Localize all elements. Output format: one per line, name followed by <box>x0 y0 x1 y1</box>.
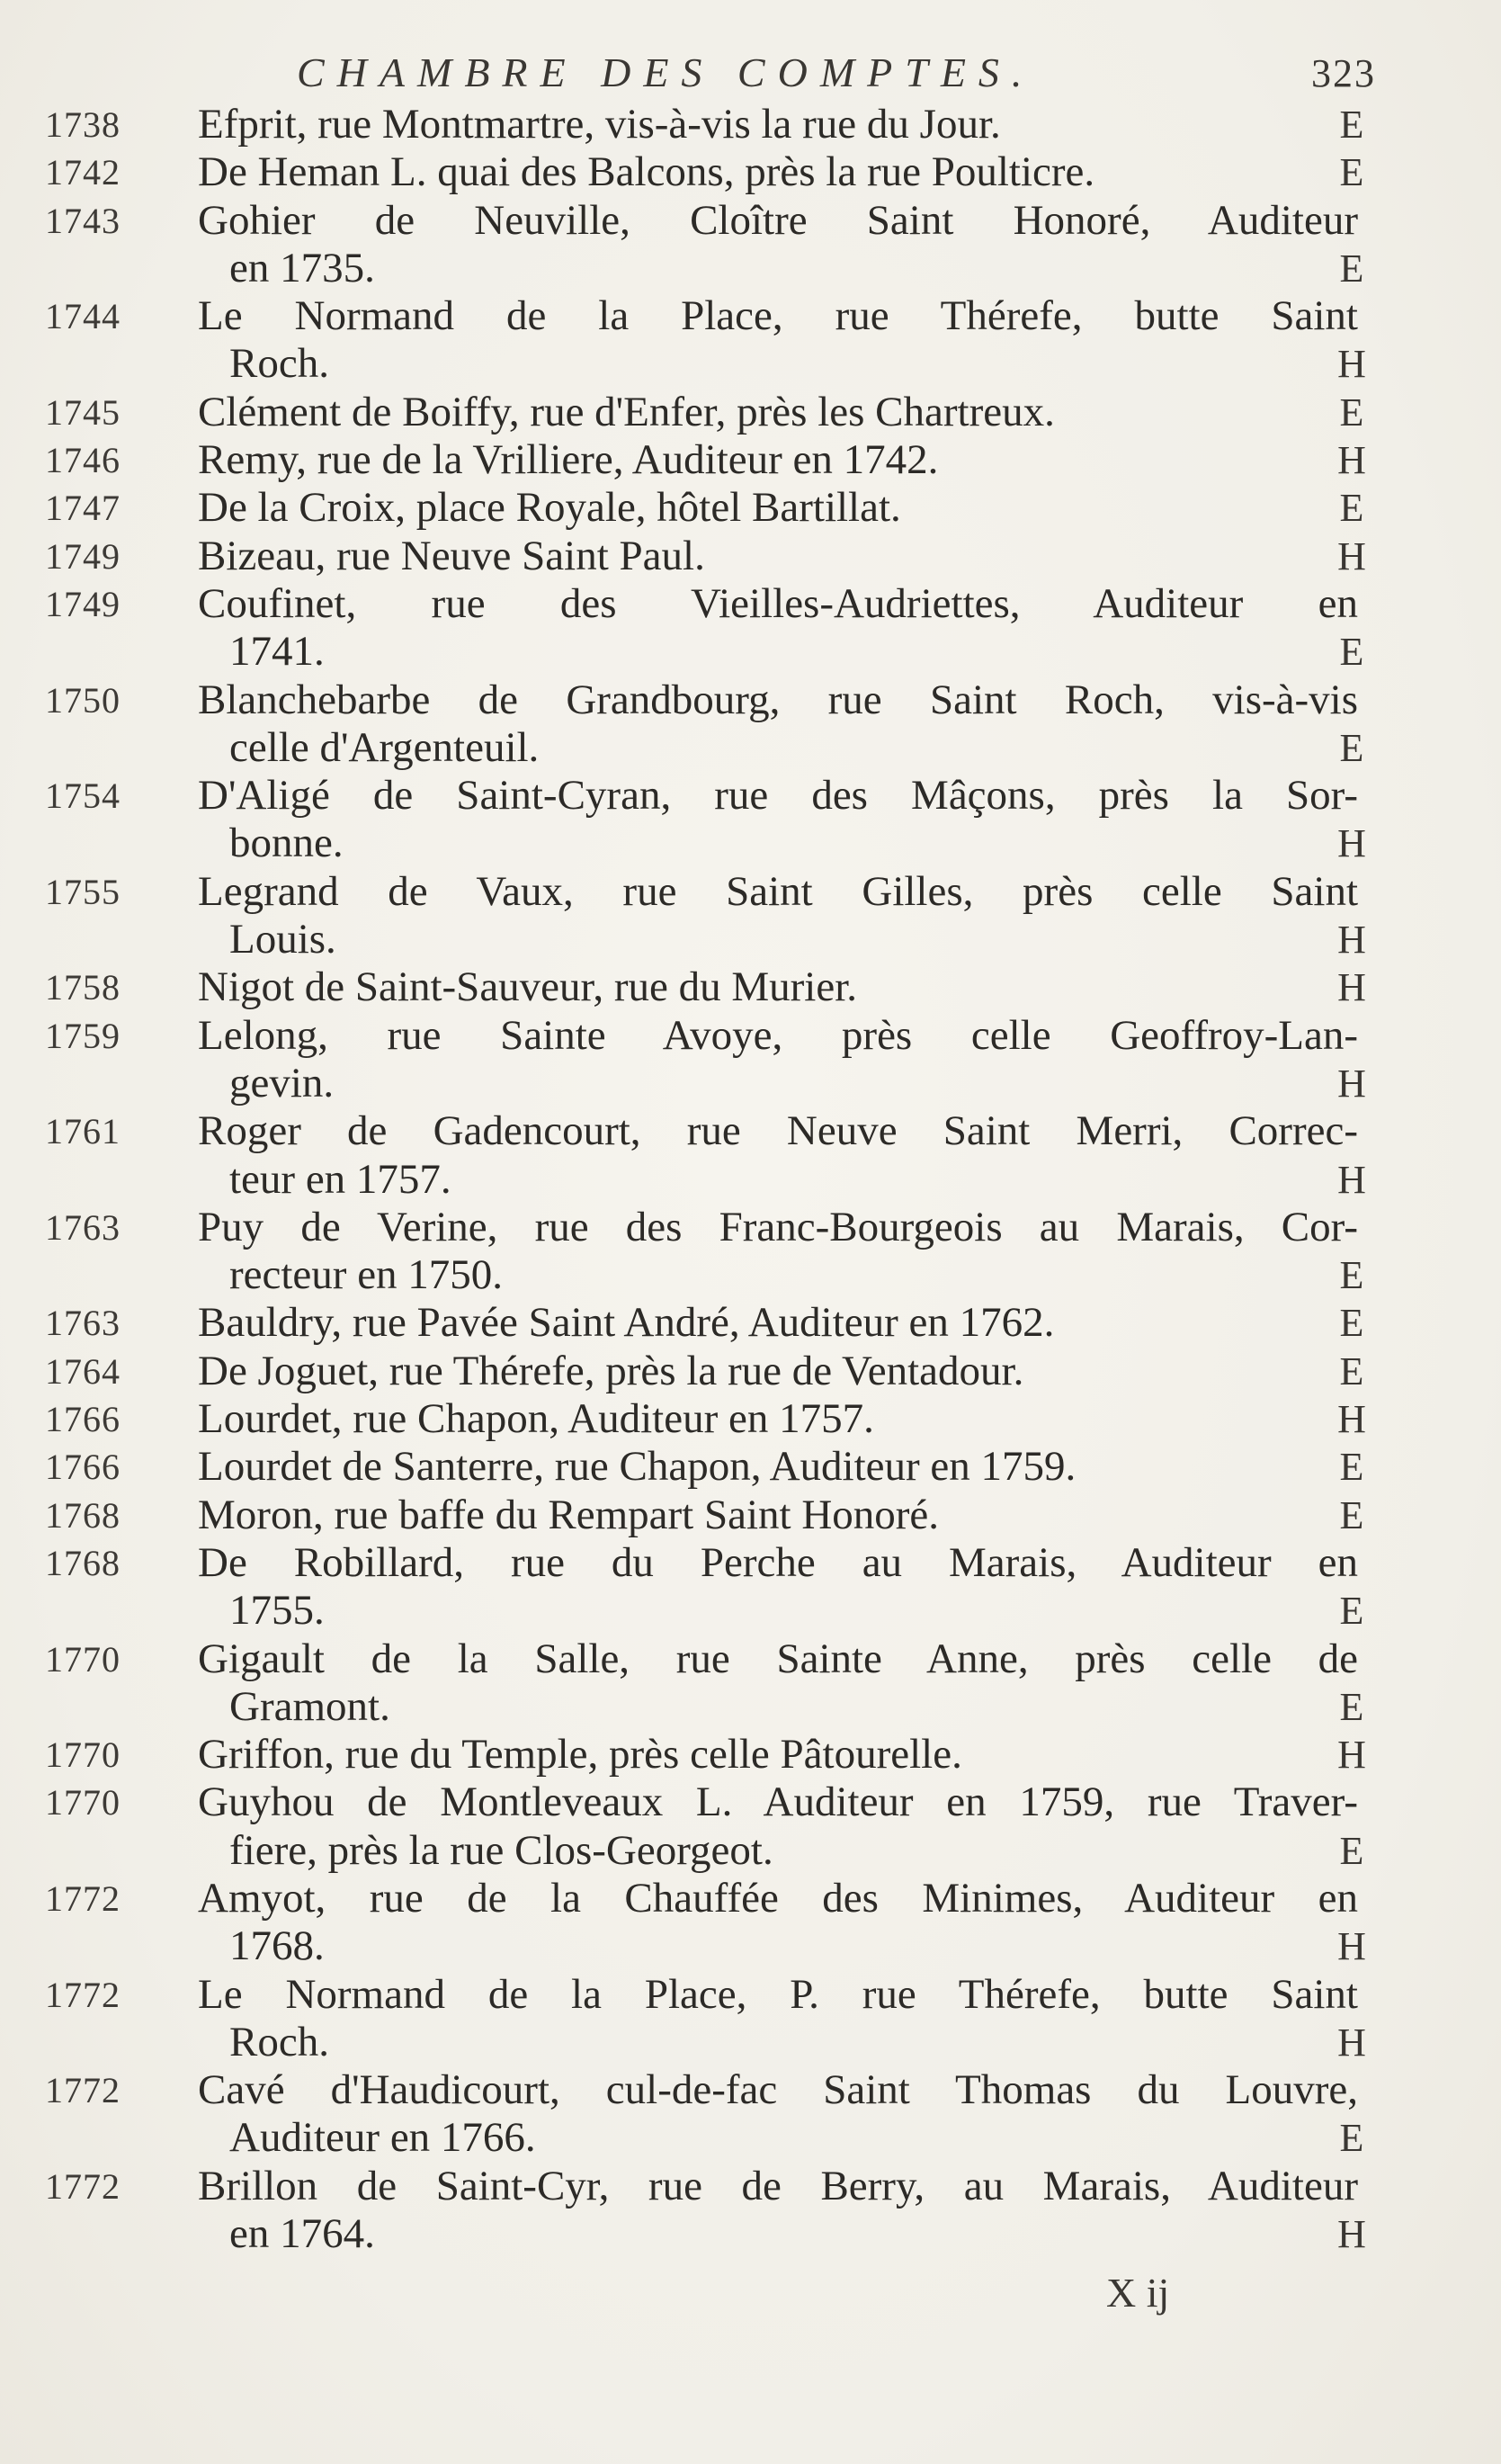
entry-line <box>0 292 1501 340</box>
entry-text: Blanchebarbe de Grandbourg, rue Saint Roch, vis-à-vis <box>198 676 1358 723</box>
list-item <box>0 1875 1501 1971</box>
entry-year: 1772 <box>45 2070 121 2111</box>
entry-line <box>0 2066 1501 2114</box>
entry-continuation-line <box>0 628 1501 676</box>
entry-line <box>0 1107 1501 1155</box>
entry-text: celle d'Argenteuil. <box>229 723 540 771</box>
entry-text: 1768. <box>229 1922 325 1970</box>
entry-mark: E <box>1339 630 1364 675</box>
entry-text: De Joguet, rue Thérefe, près la rue de Ventadour. <box>198 1347 1024 1394</box>
entry-year: 1759 <box>45 1015 121 1056</box>
entry-year: 1770 <box>45 1734 121 1776</box>
entry-line <box>0 1395 1501 1443</box>
list-item <box>0 1204 1501 1300</box>
list-item <box>0 676 1501 773</box>
entry-continuation-line <box>0 916 1501 963</box>
entry-mark: H <box>1337 342 1366 387</box>
entry-year: 1770 <box>45 1782 121 1823</box>
entry-text: Brillon de Saint-Cyr, rue de Berry, au Marais, Auditeur <box>198 2162 1358 2209</box>
list-item <box>0 1348 1501 1395</box>
entry-continuation-line <box>0 2210 1501 2258</box>
entry-text: Bauldry, rue Pavée Saint André, Auditeur en 1762. <box>198 1299 1055 1347</box>
list-item <box>0 2163 1501 2259</box>
signature-mark: X ij <box>1106 2270 1170 2316</box>
entry-year: 1747 <box>45 488 121 529</box>
entry-text: De Heman L. quai des Balcons, près la rue Poulticre. <box>198 148 1095 196</box>
entry-text: Auditeur en 1766. <box>229 2114 536 2162</box>
entry-text: Efprit, rue Montmartre, vis-à-vis la rue du Jour. <box>198 101 1001 148</box>
list-item <box>0 772 1501 868</box>
entry-year: 1763 <box>45 1303 121 1344</box>
list-item <box>0 1107 1501 1204</box>
entry-mark: E <box>1339 150 1364 195</box>
entry-line <box>0 1443 1501 1491</box>
entry-continuation-line <box>0 1587 1501 1635</box>
entry-continuation-line <box>0 1156 1501 1204</box>
entry-text: Le Normand de la Place, P. rue Thérefe, butte Saint <box>198 1970 1358 2018</box>
entry-line <box>0 676 1501 724</box>
entry-text: en 1735. <box>229 244 375 291</box>
entry-year: 1744 <box>45 296 121 337</box>
entry-year: 1738 <box>45 104 121 145</box>
entry-text: Gigault de la Salle, rue Sainte Anne, près celle de <box>198 1635 1358 1682</box>
entry-year: 1745 <box>45 391 121 433</box>
entry-text: bonne. <box>229 820 344 867</box>
entry-mark: H <box>1337 1061 1366 1106</box>
entry-mark: E <box>1339 103 1364 147</box>
entry-text: teur en 1757. <box>229 1155 451 1203</box>
entry-text: Guyhou de Montleveaux L. Auditeur en 1759, rue Traver- <box>198 1779 1358 1826</box>
list-item <box>0 2066 1501 2163</box>
entry-line <box>0 1971 1501 2019</box>
entry-text: fiere, près la rue Clos-Georgeot. <box>229 1826 773 1874</box>
entry-mark: E <box>1339 1589 1364 1634</box>
entry-mark: E <box>1339 725 1364 770</box>
entry-line <box>0 868 1501 916</box>
entry-text: Griffon, rue du Temple, près celle Pâtourelle. <box>198 1731 962 1779</box>
entry-text: Moron, rue baffe du Rempart Saint Honoré. <box>198 1491 940 1538</box>
entry-text: Puy de Verine, rue des Franc-Bourgeois au Marais, Cor- <box>198 1203 1358 1250</box>
entry-mark: E <box>1339 1445 1364 1490</box>
entry-text: Gramont. <box>229 1682 390 1730</box>
entry-mark: E <box>1339 1684 1364 1729</box>
entry-continuation-line <box>0 820 1501 867</box>
entry-year: 1758 <box>45 967 121 1008</box>
entry-mark: E <box>1339 2116 1364 2161</box>
entry-year: 1770 <box>45 1638 121 1680</box>
entry-year: 1772 <box>45 1974 121 2015</box>
list-item <box>0 1731 1501 1779</box>
entry-year: 1764 <box>45 1350 121 1392</box>
entry-year: 1749 <box>45 583 121 624</box>
list-item <box>0 1299 1501 1347</box>
entry-mark: H <box>1337 1733 1366 1778</box>
entry-line <box>0 772 1501 820</box>
entry-text: Lelong, rue Sainte Avoye, près celle Geoffroy-Lan- <box>198 1011 1358 1059</box>
entry-continuation-line <box>0 2019 1501 2066</box>
entry-line <box>0 963 1501 1011</box>
entry-year: 1750 <box>45 679 121 721</box>
page-title: CHAMBRE DES COMPTES. <box>297 49 1035 95</box>
entry-year: 1746 <box>45 440 121 481</box>
list-item <box>0 533 1501 580</box>
entry-text: Clément de Boiffy, rue d'Enfer, près les Chartreux. <box>198 388 1055 435</box>
entry-mark: E <box>1339 1253 1364 1298</box>
entry-line <box>0 1204 1501 1251</box>
entry-line <box>0 148 1501 196</box>
entry-text: Nigot de Saint-Sauveur, rue du Murier. <box>198 963 857 1011</box>
entry-text: Cavé d'Haudicourt, cul-de-fac Saint Thomas du Louvre, <box>198 2066 1358 2114</box>
entry-list <box>0 101 1501 2258</box>
entry-mark: H <box>1337 2212 1366 2257</box>
entry-text: Roger de Gadencourt, rue Neuve Saint Merri, Correc- <box>198 1107 1358 1155</box>
entry-mark: H <box>1337 821 1366 866</box>
entry-text: Gohier de Neuville, Cloître Saint Honoré, Auditeur <box>198 196 1358 244</box>
entry-continuation-line <box>0 1251 1501 1299</box>
entry-mark: E <box>1339 246 1364 291</box>
list-item <box>0 1492 1501 1539</box>
entry-continuation-line <box>0 1683 1501 1731</box>
entry-continuation-line <box>0 1922 1501 1970</box>
list-item <box>0 292 1501 389</box>
entry-text: De Robillard, rue du Perche au Marais, Auditeur en <box>198 1538 1358 1586</box>
entry-continuation-line <box>0 1060 1501 1107</box>
entry-year: 1743 <box>45 200 121 241</box>
entry-year: 1768 <box>45 1494 121 1536</box>
entry-mark: E <box>1339 1492 1364 1537</box>
entry-text: Roch. <box>229 2018 329 2065</box>
list-item <box>0 148 1501 196</box>
entry-line <box>0 436 1501 484</box>
entry-line <box>0 1492 1501 1539</box>
list-item <box>0 1971 1501 2067</box>
entry-text: gevin. <box>229 1059 335 1107</box>
entry-line <box>0 101 1501 148</box>
entry-text: 1741. <box>229 628 325 676</box>
entry-text: 1755. <box>229 1587 325 1635</box>
entry-text: Lourdet, rue Chapon, Auditeur en 1757. <box>198 1395 874 1443</box>
list-item <box>0 1395 1501 1443</box>
list-item <box>0 580 1501 676</box>
entry-year: 1761 <box>45 1111 121 1152</box>
page-number: 323 <box>1311 51 1376 95</box>
list-item <box>0 963 1501 1011</box>
entry-text: en 1764. <box>229 2210 375 2258</box>
entry-continuation-line <box>0 340 1501 388</box>
entry-mark: H <box>1337 1397 1366 1442</box>
list-item <box>0 868 1501 964</box>
entry-continuation-line <box>0 1827 1501 1875</box>
entry-year: 1754 <box>45 775 121 817</box>
entry-continuation-line <box>0 724 1501 772</box>
entry-year: 1768 <box>45 1542 121 1583</box>
entry-line <box>0 389 1501 436</box>
entry-mark: E <box>1339 1828 1364 1873</box>
list-item <box>0 1779 1501 1875</box>
entry-mark: E <box>1339 390 1364 435</box>
entry-mark: H <box>1337 1924 1366 1969</box>
entry-text: De la Croix, place Royale, hôtel Bartillat. <box>198 484 901 532</box>
entry-mark: H <box>1337 1157 1366 1202</box>
list-item <box>0 389 1501 436</box>
entry-mark: E <box>1339 486 1364 531</box>
entry-text: Remy, rue de la Vrilliere, Auditeur en 1742. <box>198 436 939 484</box>
entry-mark: H <box>1337 965 1366 1010</box>
entry-continuation-line <box>0 245 1501 292</box>
entry-text: Louis. <box>229 916 336 963</box>
list-item <box>0 1443 1501 1491</box>
entry-year: 1772 <box>45 1877 121 1919</box>
entry-text: recteur en 1750. <box>229 1251 504 1299</box>
entry-year: 1763 <box>45 1206 121 1248</box>
entry-line <box>0 580 1501 628</box>
entry-mark: H <box>1337 438 1366 483</box>
running-header <box>297 43 1376 108</box>
entry-text: Lourdet de Santerre, rue Chapon, Auditeur en 1759. <box>198 1443 1077 1491</box>
entry-line <box>0 1731 1501 1779</box>
entry-year: 1749 <box>45 535 121 577</box>
entry-text: Bizeau, rue Neuve Saint Paul. <box>198 532 705 579</box>
entry-year: 1755 <box>45 871 121 912</box>
entry-line <box>0 1299 1501 1347</box>
entry-line <box>0 1539 1501 1587</box>
entry-year: 1772 <box>45 2165 121 2207</box>
entry-year: 1742 <box>45 152 121 193</box>
list-item <box>0 1635 1501 1732</box>
entry-text: Roch. <box>229 340 329 388</box>
list-item <box>0 1012 1501 1108</box>
list-item <box>0 436 1501 484</box>
entry-text: Amyot, rue de la Chauffée des Minimes, Auditeur en <box>198 1874 1358 1922</box>
entry-mark: H <box>1337 533 1366 578</box>
entry-line <box>0 1875 1501 1922</box>
entry-continuation-line <box>0 2114 1501 2162</box>
entry-line <box>0 484 1501 532</box>
entry-text: D'Aligé de Saint-Cyran, rue des Mâçons, près la Sor- <box>198 772 1358 820</box>
entry-text: Coufinet, rue des Vieilles-Audriettes, Auditeur en <box>198 579 1358 627</box>
entry-line <box>0 2163 1501 2210</box>
entry-mark: E <box>1339 1301 1364 1346</box>
list-item <box>0 101 1501 148</box>
list-item <box>0 197 1501 293</box>
entry-line <box>0 533 1501 580</box>
entry-line <box>0 1779 1501 1826</box>
entry-line <box>0 1348 1501 1395</box>
entry-year: 1766 <box>45 1447 121 1488</box>
list-item <box>0 484 1501 532</box>
entry-line <box>0 197 1501 245</box>
entry-text: Legrand de Vaux, rue Saint Gilles, près celle Saint <box>198 867 1358 915</box>
entry-mark: E <box>1339 1348 1364 1393</box>
entry-line <box>0 1012 1501 1060</box>
entry-mark: H <box>1337 918 1366 963</box>
entry-line <box>0 1635 1501 1683</box>
entry-year: 1766 <box>45 1399 121 1440</box>
entry-text: Le Normand de la Place, rue Thérefe, butte Saint <box>198 292 1358 340</box>
list-item <box>0 1539 1501 1635</box>
entry-mark: H <box>1337 2020 1366 2065</box>
